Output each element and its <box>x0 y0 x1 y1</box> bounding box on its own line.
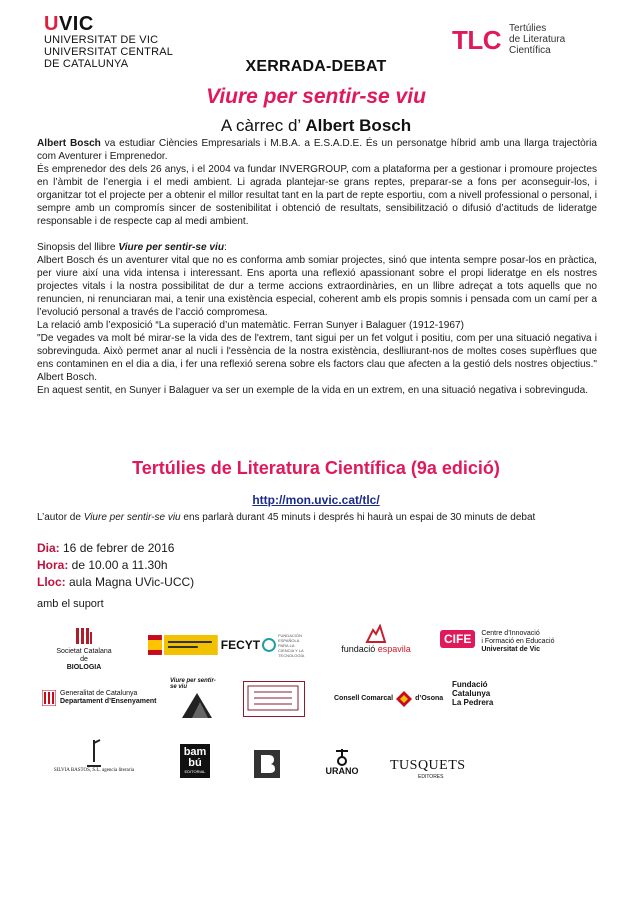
date-value: 16 de febrer de 2016 <box>59 541 175 555</box>
cife-line-3: Universitat de Vic <box>481 646 540 653</box>
institution-seal <box>243 681 305 717</box>
time-label: Hora: <box>37 558 69 572</box>
synopsis-paragraph: Albert Bosch és un aventurer vital que no es conforma amb somiar projectes, sinó que intenta sempre posar-los en pràctica, per viure així una vida intensa i interessant. Ens aporta una reflexió apassionant sobre el propi lideratge en els nostres projectes vitals i la nostra possibilitat de dur a terme accions extraordinàries, en un llibre adreçat a tots aquells que no renuncien, ni renunciaran mai, a tenir una existència especial, coherent amb els propis somnis i pensada com un camí per a l’evolució personal a través de l’acció compromesa. <box>37 255 597 318</box>
bio-name: Albert Bosch <box>37 138 101 149</box>
book-cover <box>170 678 220 718</box>
gencat-line-1: Generalitat de Catalunya <box>60 690 138 697</box>
osona-text: d’Osona <box>415 695 444 702</box>
pedrera-line-1: Fundació <box>452 680 488 689</box>
uranus-icon <box>333 746 351 766</box>
place-label: Lloc: <box>37 575 66 589</box>
author-note <box>37 512 617 523</box>
autor-suffix: ens parlarà durant 45 minuts i després hi haurà un espai de 30 minuts de debat <box>180 512 536 523</box>
uvic-line-3: DE CATALUNYA <box>44 58 129 70</box>
quote-paragraph: "De vegades va molt bé mirar-se la vida des de l'extrem, tant sigui per un fet volgut i positiu, com per una situació negativa i sobrevinguda. Això permet anar al nucli i l'essència de la nostra existència, deslliurant-nos de moltes coses supèrflues que ens contaminen en el dia a dia, i fer una reflexió serena sobre els factors clau que afecten a la gestió dels nostres objectius." Albert Bosch. <box>37 333 597 383</box>
uvic-line-1: UNIVERSITAT DE VIC <box>44 34 159 46</box>
relation-line: La relació amb l’exposició “La superació d’un matemàtic. Ferran Sunyer i Balaguer (1912-1967) <box>37 320 464 331</box>
gencat-logo <box>42 690 162 706</box>
bambu-sub: EDITORIAL <box>184 769 206 774</box>
autor-prefix: L’autor de <box>37 512 84 523</box>
tlc-logo <box>452 23 602 56</box>
pedrera-line-3: La Pedrera <box>452 698 494 707</box>
speaker-prefix: A càrrec d’ <box>220 116 301 135</box>
osona-icon <box>395 690 413 708</box>
bio-p1-text: va estudiar Ciències Empresarials i M.B.A. a E.S.A.D.E. És un personatge híbrid amb una llarga trajectòria com Aventurer i Emprenedor. <box>37 138 597 162</box>
synopsis-heading <box>37 241 597 254</box>
b-icon <box>254 750 280 778</box>
gencat-line-2: Departament d’Ensenyament <box>60 698 157 705</box>
synopsis-label: Sinopsis del llibre <box>37 242 119 253</box>
fecyt-subtitle: FUNDACIÓN ESPAÑOLA PARA LA CIENCIA Y LA TECNOLOGÍA <box>278 632 305 658</box>
event-details <box>37 540 194 591</box>
fecyt-icon <box>262 638 276 652</box>
bio-paragraph-2: És emprenedor des dels 26 anys, i el 2004 va fundar INVERGROUP, com a plataforma per a gestionar i promoure projectes en l’àmbit de l’energia i el medi ambient. Li agrada plantejar-se grans reptes, preparar-se a fons per aconseguir-los, i organitzar tot el projecte per a obtenir el millor resultat tant en la part de repte esportiu, com a nivell professional o personal, i sempre amb un compromís sincer de sostenibilitat i obtenció de resultats, sensibilització o difusió d’actituds de lideratge responsable i de respecte cap al medi ambient. <box>37 164 597 227</box>
consell-text: Consell Comarcal <box>334 695 394 702</box>
uvic-line-2: UNIVERSITAT CENTRAL <box>44 46 174 58</box>
date-label: Dia: <box>37 541 60 555</box>
synopsis-colon: : <box>224 242 227 253</box>
scb-logo <box>54 626 114 672</box>
scb-line-1: Societat Catalana de <box>56 648 112 663</box>
date-line <box>37 540 194 557</box>
support-label: amb el suport <box>37 598 104 610</box>
autor-book: Viure per sentir-se viu <box>83 512 181 523</box>
event-speaker <box>0 116 632 136</box>
event-title: Viure per sentir-se viu <box>206 85 426 108</box>
bio-paragraph-1 <box>37 137 597 163</box>
synopsis-book: Viure per sentir-se viu <box>118 242 225 253</box>
series-title: Tertúlies de Literatura Científica (9a edició) <box>132 458 500 478</box>
gencat-icon <box>42 690 56 706</box>
tusquets-text: TUSQUETS <box>390 758 466 773</box>
scb-icon <box>74 626 94 646</box>
tlc-line-1: Tertúlies <box>509 23 547 34</box>
urano-logo <box>322 746 362 776</box>
espavila-a: fundació <box>341 644 378 654</box>
pedrera-logo <box>452 680 512 707</box>
article-body <box>37 137 597 397</box>
lamp-icon <box>84 738 104 768</box>
espavila-logo <box>336 624 416 654</box>
silvia-bastos-logo <box>44 738 144 773</box>
fecyt-text: FECYT <box>220 638 261 652</box>
bambu-bottom: bú <box>188 757 202 769</box>
place-line <box>37 574 194 591</box>
uvic-mark: UVIC <box>44 13 94 35</box>
urano-text: URANO <box>325 766 359 776</box>
tlc-mark: TLC <box>452 24 502 55</box>
place-value: aula Magna UVic-UCC) <box>65 575 195 589</box>
tusquets-sub: EDITORES <box>418 774 444 780</box>
spain-government-icon <box>148 635 218 655</box>
event-kind: XERRADA-DEBAT <box>245 58 387 75</box>
bambu-logo <box>180 744 210 778</box>
cife-mark: CIFE <box>440 630 475 648</box>
tlc-line-3: Científica <box>509 45 551 56</box>
cife-logo <box>440 630 590 654</box>
institution-seal-icon <box>244 682 302 714</box>
tusquets-logo <box>390 758 470 780</box>
espavila-text <box>336 644 416 654</box>
time-line <box>37 557 194 574</box>
b-logo <box>254 750 280 783</box>
silvia-text: SILVIA BASTOS, S.L. agencia literaria <box>53 768 135 773</box>
bambu-top: bam <box>183 746 207 758</box>
closing-paragraph: En aquest sentit, en Sunyer i Balaguer va ser un exemple de la vida en un extrem, en una situació negativa i sobrevinguda. <box>37 385 589 396</box>
series-link[interactable]: http://mon.uvic.cat/tlc/ <box>252 493 380 507</box>
fecyt-logo <box>148 633 308 657</box>
cife-line-2: i Formació en Educació <box>481 638 555 645</box>
espavila-b: espavila <box>377 644 411 654</box>
consell-logo <box>334 690 444 708</box>
book-cover-image <box>182 688 212 718</box>
time-value: de 10.00 a 11.30h <box>68 558 168 572</box>
pedrera-line-2: Catalunya <box>452 689 491 698</box>
cife-line-1: Centre d’Innovació <box>481 630 540 637</box>
tlc-line-2: de Literatura <box>509 34 566 45</box>
book-cover-title: Viure per sentir-se viu <box>170 678 216 690</box>
speaker-name: Albert Bosch <box>305 116 412 135</box>
espavila-icon <box>365 624 387 644</box>
scb-line-2: BIOLOGIA <box>66 664 102 671</box>
